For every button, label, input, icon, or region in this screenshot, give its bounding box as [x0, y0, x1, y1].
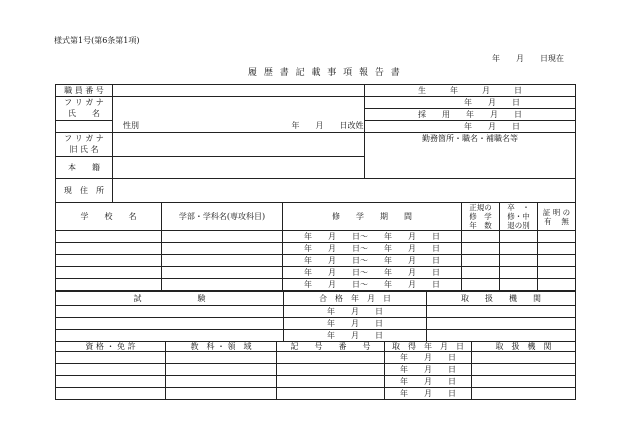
workplace-value-2[interactable] [365, 157, 576, 179]
birth-label: 生 年 月 日 [365, 85, 576, 97]
subject-header: 教 科 ・ 領 域 [166, 342, 277, 352]
acquired-date-cell: 年 月 日 [385, 388, 472, 400]
proof-header: 証 明 の 有 無 [538, 203, 576, 231]
graduation-type-header: 卒 ・ 修・中 退の別 [500, 203, 538, 231]
pass-date-cell: 年 月 日 [284, 330, 427, 342]
sex-label: 性別 [123, 121, 139, 130]
address-value[interactable] [113, 179, 576, 203]
name-spacer [56, 121, 113, 133]
license-agency-header: 取 扱 機 関 [472, 342, 576, 352]
address-label: 現 住 所 [56, 179, 113, 203]
name-label: 氏 名 [56, 109, 113, 121]
old-furigana-label: フ リ ガ ナ [56, 133, 113, 145]
as-of-date: 年 月 日現在 [492, 54, 564, 63]
license-table [55, 341, 576, 400]
name-change-label: 年 月 日改姓 [291, 121, 364, 130]
school-name-header: 学 校 名 [56, 203, 162, 231]
pass-date-header: 合 格 年 月 日 [284, 292, 427, 306]
staff-no-label: 職 員 番 号 [56, 85, 113, 97]
acquired-date-cell: 年 月 日 [385, 376, 472, 388]
table-row [56, 279, 576, 291]
document-title: 履 歴 書 記 載 事 項 報 告 書 [248, 68, 402, 78]
exam-table [55, 291, 576, 342]
table-row [56, 231, 576, 243]
pass-date-cell: 年 月 日 [284, 318, 427, 330]
period-header: 修 学 期 間 [283, 203, 462, 231]
table-row [56, 267, 576, 279]
table-row [56, 306, 576, 318]
hire-date: 年 月 日 [365, 121, 576, 133]
table-row [56, 243, 576, 255]
regular-years-header: 正規の 修 学 年 数 [462, 203, 500, 231]
old-name-value[interactable] [113, 133, 365, 157]
staff-no-value[interactable] [113, 85, 365, 97]
school-table [55, 202, 576, 291]
table-row [56, 330, 576, 342]
table-row [56, 364, 576, 376]
furigana-value[interactable] [113, 97, 365, 109]
birth-date: 年 月 日 [365, 97, 576, 109]
number-header: 記 号 番 号 [277, 342, 385, 352]
acquired-date-header: 取 得 年 月 日 [385, 342, 472, 352]
table-row [56, 388, 576, 400]
faculty-header: 学部・学科名(専攻科目) [162, 203, 283, 231]
period-cell: 年 月 日〜 年 月 日 [283, 279, 462, 291]
period-cell: 年 月 日〜 年 月 日 [283, 243, 462, 255]
honseki-label: 本 籍 [56, 157, 113, 179]
table-row [56, 255, 576, 267]
table-row [56, 376, 576, 388]
period-cell: 年 月 日〜 年 月 日 [283, 231, 462, 243]
basic-info-table [55, 84, 576, 203]
workplace-label: 勤務箇所・職名・補職名等 [365, 133, 576, 145]
period-cell: 年 月 日〜 年 月 日 [283, 255, 462, 267]
table-row [56, 352, 576, 364]
name-value[interactable] [113, 109, 365, 133]
acquired-date-cell: 年 月 日 [385, 364, 472, 376]
qualification-header: 資 格 ・ 免 許 [56, 342, 166, 352]
acquired-date-cell: 年 月 日 [385, 352, 472, 364]
old-name-label: 旧 氏 名 [56, 145, 113, 157]
furigana-label: フ リ ガ ナ [56, 97, 113, 109]
exam-header: 試 験 [56, 292, 284, 306]
period-cell: 年 月 日〜 年 月 日 [283, 267, 462, 279]
pass-date-cell: 年 月 日 [284, 306, 427, 318]
exam-agency-header: 取 扱 機 関 [427, 292, 576, 306]
honseki-value[interactable] [113, 157, 365, 179]
form-id: 様式第1号(第6条第1項) [54, 36, 140, 45]
table-row [56, 318, 576, 330]
hire-label: 採 用 年 月 日 [365, 109, 576, 121]
workplace-value-1[interactable] [365, 145, 576, 157]
